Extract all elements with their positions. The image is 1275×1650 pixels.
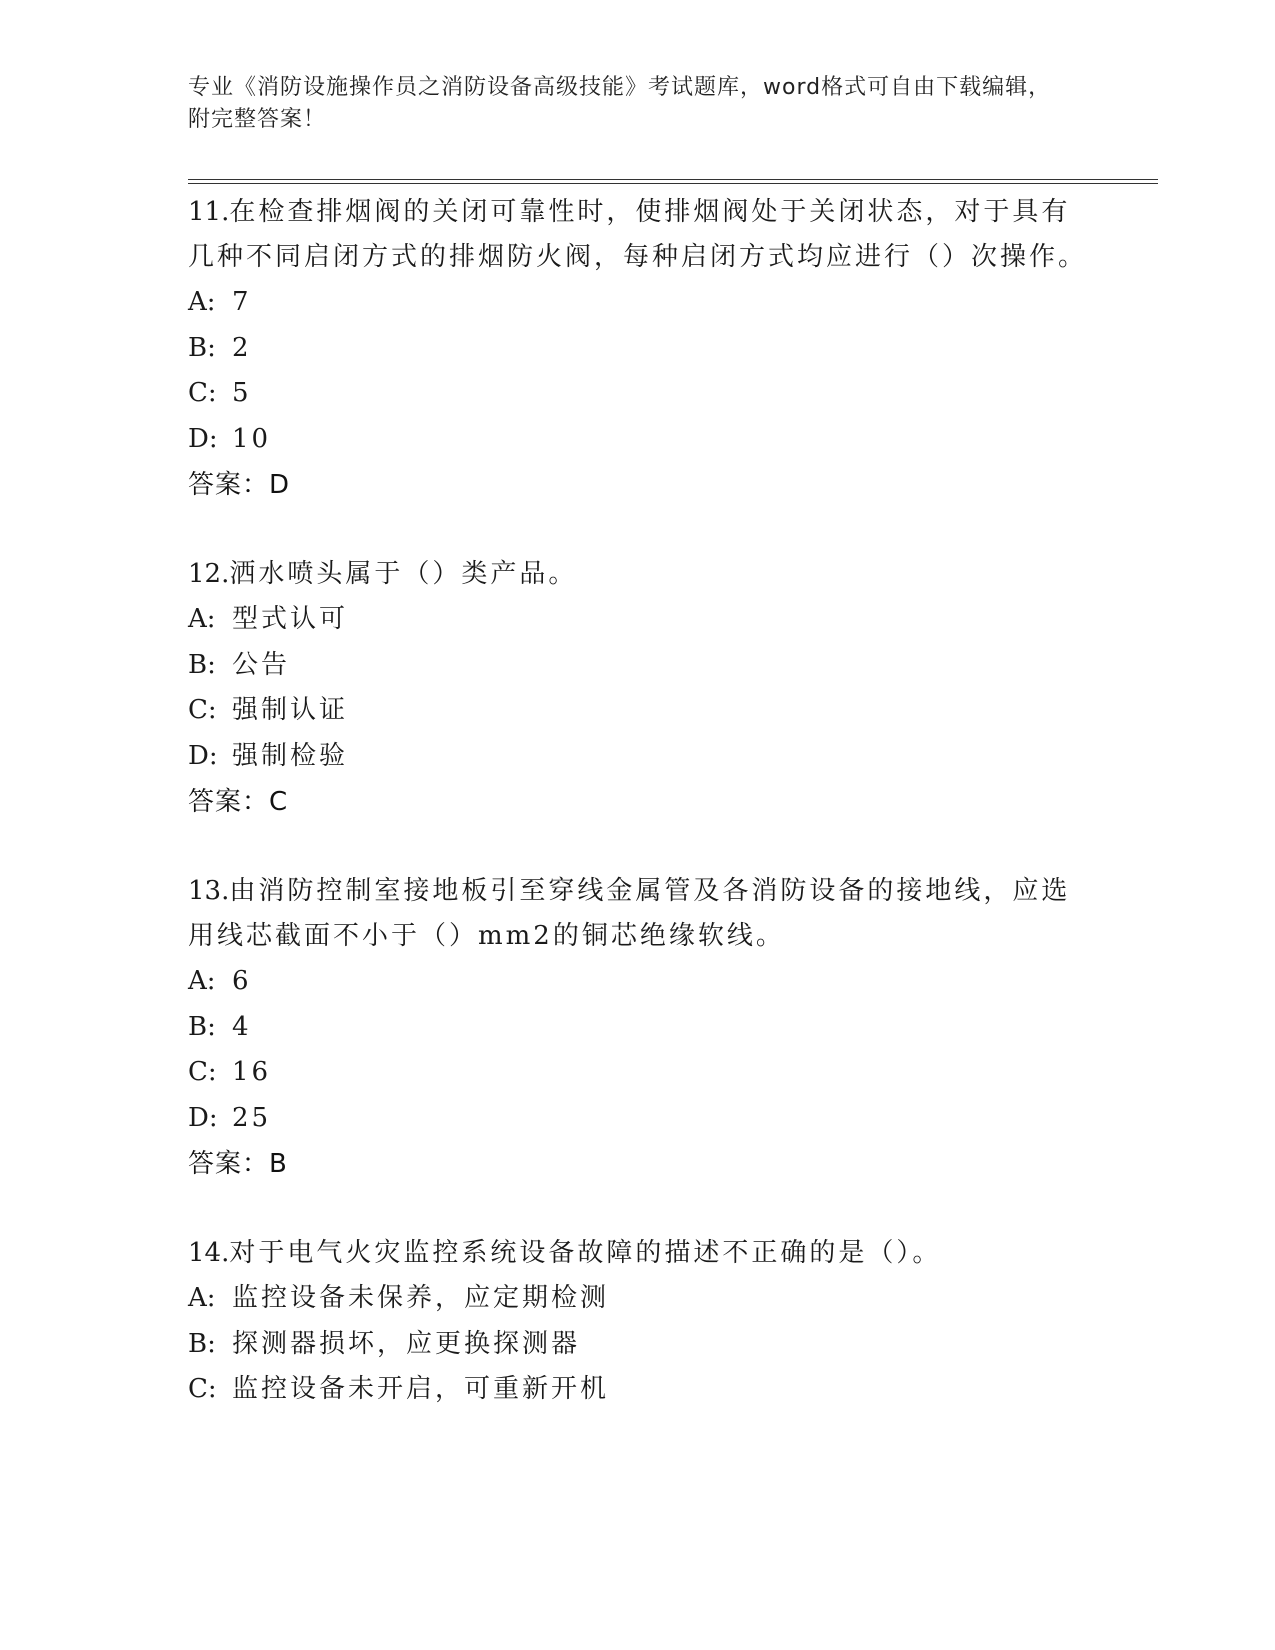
option-label: C:: [188, 1374, 217, 1404]
option-label: D:: [188, 423, 218, 454]
option-text: 探测器损坏，应更换探测器: [232, 1328, 581, 1359]
question-13: [188, 869, 1088, 1187]
question-stem: [188, 190, 1088, 280]
option-text: 监控设备未开启，可重新开机: [232, 1374, 610, 1404]
option-c: [188, 1367, 1088, 1413]
option-d: [188, 734, 1088, 780]
option-label: C:: [188, 695, 217, 725]
option-text: 25: [232, 1102, 272, 1133]
document-header: 专业《消防设施操作员之消防设备高级技能》考试题库，word格式可自由下载编辑，附完整答案！: [188, 75, 1052, 132]
answer: 答案：B: [188, 1149, 288, 1179]
option-text: 强制认证: [232, 695, 349, 725]
option-label: C:: [188, 378, 217, 408]
option-b: [188, 1322, 1088, 1368]
option-text: 2: [232, 332, 252, 363]
question-text: 洒水喷头属于（）类产品。: [229, 559, 578, 589]
option-text: 16: [232, 1057, 272, 1087]
question-12: [188, 552, 1088, 825]
question-text: 对于电气火灾监控系统设备故障的描述不正确的是（）。: [229, 1238, 942, 1268]
question-number: 14.: [188, 1238, 230, 1268]
option-label: A:: [188, 1283, 216, 1313]
question-number: 13.: [188, 876, 230, 906]
question-text: 由消防控制室接地板引至穿线金属管及各消防设备的接地线，应选用线芯截面不小于（）mm2的铜芯绝缘软线。: [188, 876, 1071, 951]
question-number: 12.: [188, 559, 230, 589]
option-label: D:: [188, 1102, 218, 1133]
option-a: [188, 280, 1088, 326]
option-text: 5: [232, 378, 252, 408]
question-stem: [188, 1231, 1088, 1276]
option-text: 7: [232, 287, 252, 317]
option-label: B:: [188, 1011, 216, 1042]
question-list: [188, 190, 1088, 1457]
option-label: B:: [188, 1328, 216, 1359]
option-text: 10: [232, 423, 272, 454]
option-label: A:: [188, 966, 216, 996]
option-text: 型式认可: [232, 604, 349, 634]
option-a: [188, 959, 1088, 1005]
question-11: [188, 190, 1088, 508]
question-14: [188, 1231, 1088, 1413]
option-text: 6: [232, 966, 252, 996]
option-c: [188, 371, 1088, 417]
option-text: 公告: [232, 649, 291, 680]
option-label: C:: [188, 1057, 217, 1087]
question-stem: [188, 869, 1088, 959]
option-d: [188, 1096, 1088, 1142]
option-label: B:: [188, 649, 216, 680]
option-a: [188, 597, 1088, 643]
question-text: 在检查排烟阀的关闭可靠性时，使排烟阀处于关闭状态，对于具有几种不同启闭方式的排烟防火阀，每种启闭方式均应进行（）次操作。: [188, 197, 1088, 272]
option-b: [188, 643, 1088, 689]
option-label: A:: [188, 604, 216, 634]
option-b: [188, 326, 1088, 372]
question-stem: [188, 552, 1088, 597]
option-text: 监控设备未保养，应定期检测: [232, 1283, 610, 1313]
option-label: D:: [188, 740, 218, 771]
header-divider-bottom: [188, 183, 1158, 184]
option-b: [188, 1005, 1088, 1051]
option-label: A:: [188, 287, 216, 317]
option-label: B:: [188, 332, 216, 363]
option-c: [188, 688, 1088, 734]
option-c: [188, 1050, 1088, 1096]
option-a: [188, 1276, 1088, 1322]
option-d: [188, 417, 1088, 463]
option-text: 4: [232, 1011, 252, 1042]
question-number: 11.: [188, 197, 230, 227]
answer: 答案：D: [188, 470, 291, 500]
option-text: 强制检验: [232, 740, 349, 771]
header-divider-top: [188, 179, 1158, 180]
answer: 答案：C: [188, 787, 289, 817]
